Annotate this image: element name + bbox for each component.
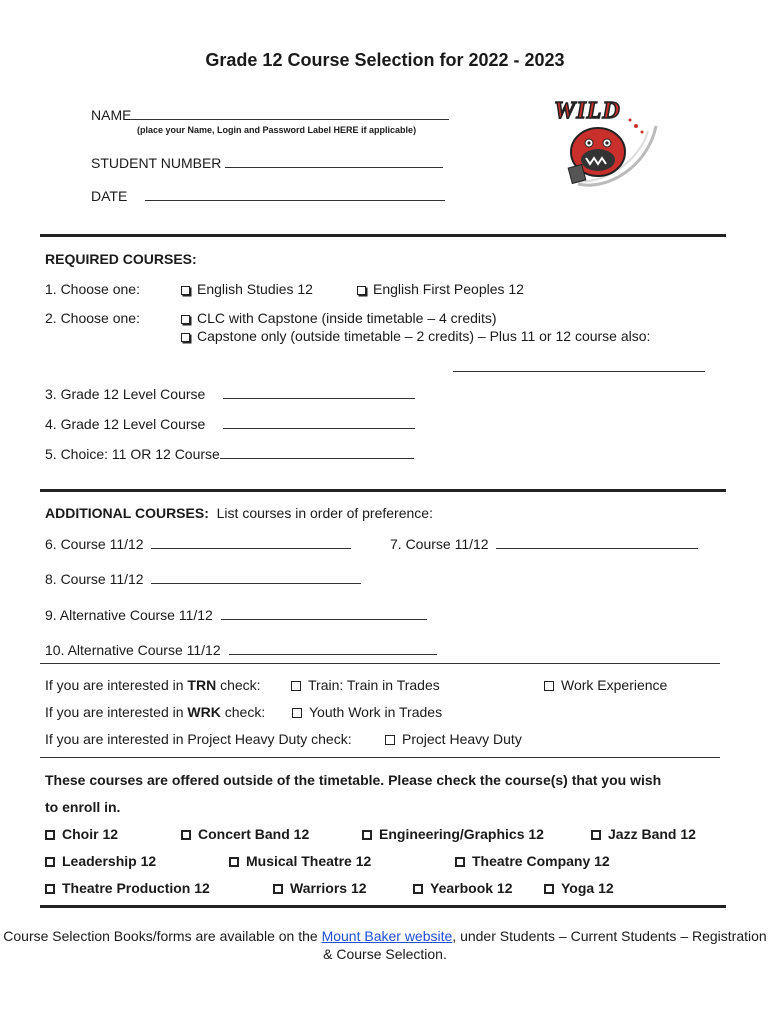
date-row	[91, 187, 445, 204]
date-label: DATE	[91, 188, 128, 204]
logo-text: WILD	[554, 98, 621, 124]
c10-row	[45, 641, 437, 658]
divider-outside	[40, 757, 720, 758]
page-title: Grade 12 Course Selection for 2022 - 2023	[205, 50, 565, 70]
additional-instruction: List courses in order of preference:	[216, 505, 433, 521]
additional-heading: ADDITIONAL COURSES:	[45, 505, 209, 521]
checkbox-icon[interactable]	[292, 708, 302, 718]
wrk-option[interactable]: Youth Work in Trades	[292, 704, 442, 720]
c10-blank[interactable]	[229, 641, 437, 655]
additional-heading-row	[45, 505, 433, 521]
checkbox-icon[interactable]	[45, 884, 55, 894]
q3-row	[45, 385, 415, 402]
outside-course-option[interactable]	[273, 880, 367, 896]
wild-logo	[548, 96, 658, 188]
q2-option-clc-capstone[interactable]: CLC with Capstone (inside timetable – 4 credits)	[181, 310, 497, 326]
name-note: (place your Name, Login and Password Label HERE if applicable)	[137, 125, 417, 135]
outside-course-option[interactable]	[591, 826, 696, 842]
c8-blank[interactable]	[151, 570, 361, 584]
outside-course-option[interactable]	[45, 880, 210, 896]
outside-course-label: Choir 12	[62, 826, 119, 842]
checkbox-icon[interactable]	[455, 857, 465, 867]
checkbox-icon[interactable]	[273, 884, 283, 894]
checkbox-icon[interactable]	[45, 857, 55, 867]
c8-row	[45, 570, 361, 587]
outside-course-label: Warriors 12	[290, 880, 367, 896]
outside-line2: to enroll in.	[45, 799, 121, 815]
q5-blank[interactable]	[220, 445, 414, 459]
work-experience-option[interactable]: Work Experience	[544, 677, 667, 693]
c9-blank[interactable]	[221, 606, 427, 620]
q5-row	[45, 445, 414, 462]
outside-course-label: Yoga 12	[561, 880, 614, 896]
student-number-row	[91, 154, 443, 171]
checkbox-icon[interactable]	[181, 830, 191, 840]
q2-option-capstone-only[interactable]: Capstone only (outside timetable – 2 credits) – Plus 11 or 12 course also:	[181, 328, 650, 344]
student-number-label: STUDENT NUMBER	[91, 155, 222, 171]
outside-course-label: Yearbook 12	[430, 880, 513, 896]
outside-course-label: Theatre Company 12	[472, 853, 610, 869]
checkbox-icon[interactable]	[591, 830, 601, 840]
checkbox-icon[interactable]	[544, 681, 554, 691]
c9-row	[45, 606, 427, 623]
c6-row	[45, 535, 351, 552]
outside-course-label: Theatre Production 12	[62, 880, 210, 896]
c9-label: 9. Alternative Course 11/12	[45, 607, 213, 623]
name-label: NAME	[91, 107, 132, 123]
outside-course-label: Musical Theatre 12	[246, 853, 372, 869]
q1-option-english-studies[interactable]: English Studies 12	[181, 281, 313, 297]
checkbox-icon[interactable]	[181, 315, 190, 324]
outside-course-option[interactable]	[362, 826, 544, 842]
name-blank[interactable]	[131, 106, 449, 120]
q3-blank[interactable]	[223, 385, 415, 399]
q1-label: 1. Choose one:	[45, 281, 140, 297]
outside-course-option[interactable]	[413, 880, 513, 896]
q3-label: 3. Grade 12 Level Course	[45, 386, 206, 402]
q1-option-english-first-peoples[interactable]: English First Peoples 12	[357, 281, 524, 297]
checkbox-icon[interactable]	[45, 830, 55, 840]
outside-course-label: Leadership 12	[62, 853, 157, 869]
outside-course-option[interactable]	[455, 853, 610, 869]
q4-label: 4. Grade 12 Level Course	[45, 416, 206, 432]
divider-additional	[40, 489, 726, 492]
checkbox-icon[interactable]	[181, 286, 190, 295]
footer-note: Course Selection Books/forms are available on the Mount Baker website, under Students – Current Students – Registration & Course Selection.	[3, 928, 767, 962]
checkbox-icon[interactable]	[362, 830, 372, 840]
c6-blank[interactable]	[151, 535, 351, 549]
checkbox-icon[interactable]	[229, 857, 239, 867]
checkbox-icon[interactable]	[413, 884, 423, 894]
outside-course-label: Engineering/Graphics 12	[379, 826, 544, 842]
outside-course-option[interactable]	[544, 880, 614, 896]
date-blank[interactable]	[145, 187, 445, 201]
divider-required	[40, 234, 726, 237]
c7-blank[interactable]	[496, 535, 698, 549]
wrk-code: WRK	[187, 704, 221, 720]
outside-course-label: Concert Band 12	[198, 826, 310, 842]
heavy-duty-option[interactable]: Project Heavy Duty	[385, 731, 522, 747]
q5-label: 5. Choice: 11 OR 12 Course	[45, 446, 220, 462]
name-field-row	[91, 106, 449, 123]
checkbox-icon[interactable]	[385, 735, 395, 745]
trn-row: If you are interested in TRN check:	[45, 677, 261, 693]
q2-label: 2. Choose one:	[45, 310, 140, 326]
outside-course-option[interactable]	[45, 826, 118, 842]
outside-course-option[interactable]	[229, 853, 371, 869]
required-heading: REQUIRED COURSES:	[45, 251, 197, 267]
c8-label: 8. Course 11/12	[45, 571, 144, 587]
c6-label: 6. Course 11/12	[45, 536, 144, 552]
q4-blank[interactable]	[223, 415, 415, 429]
checkbox-icon[interactable]	[181, 333, 190, 342]
mount-baker-link[interactable]: Mount Baker website	[321, 928, 453, 944]
capstone-course-blank[interactable]	[453, 358, 705, 377]
checkbox-icon[interactable]	[544, 884, 554, 894]
divider-programs	[40, 663, 720, 664]
c7-label: 7. Course 11/12	[390, 536, 489, 552]
trn-code: TRN	[187, 677, 217, 693]
outside-course-label: Jazz Band 12	[608, 826, 696, 842]
wrk-row: If you are interested in WRK check:	[45, 704, 266, 720]
outside-course-option[interactable]	[181, 826, 309, 842]
heavy-duty-label: If you are interested in Project Heavy Duty check:	[45, 731, 352, 747]
q4-row	[45, 415, 415, 432]
checkbox-icon[interactable]	[357, 286, 366, 295]
student-number-blank[interactable]	[225, 154, 443, 168]
trn-option[interactable]: Train: Train in Trades	[291, 677, 440, 693]
c10-label: 10. Alternative Course 11/12	[45, 642, 221, 658]
divider-footer	[40, 905, 726, 908]
outside-course-option[interactable]	[45, 853, 156, 869]
checkbox-icon[interactable]	[291, 681, 301, 691]
c7-row	[390, 535, 698, 552]
outside-line1: These courses are offered outside of the timetable. Please check the course(s) that you wish	[45, 772, 662, 788]
